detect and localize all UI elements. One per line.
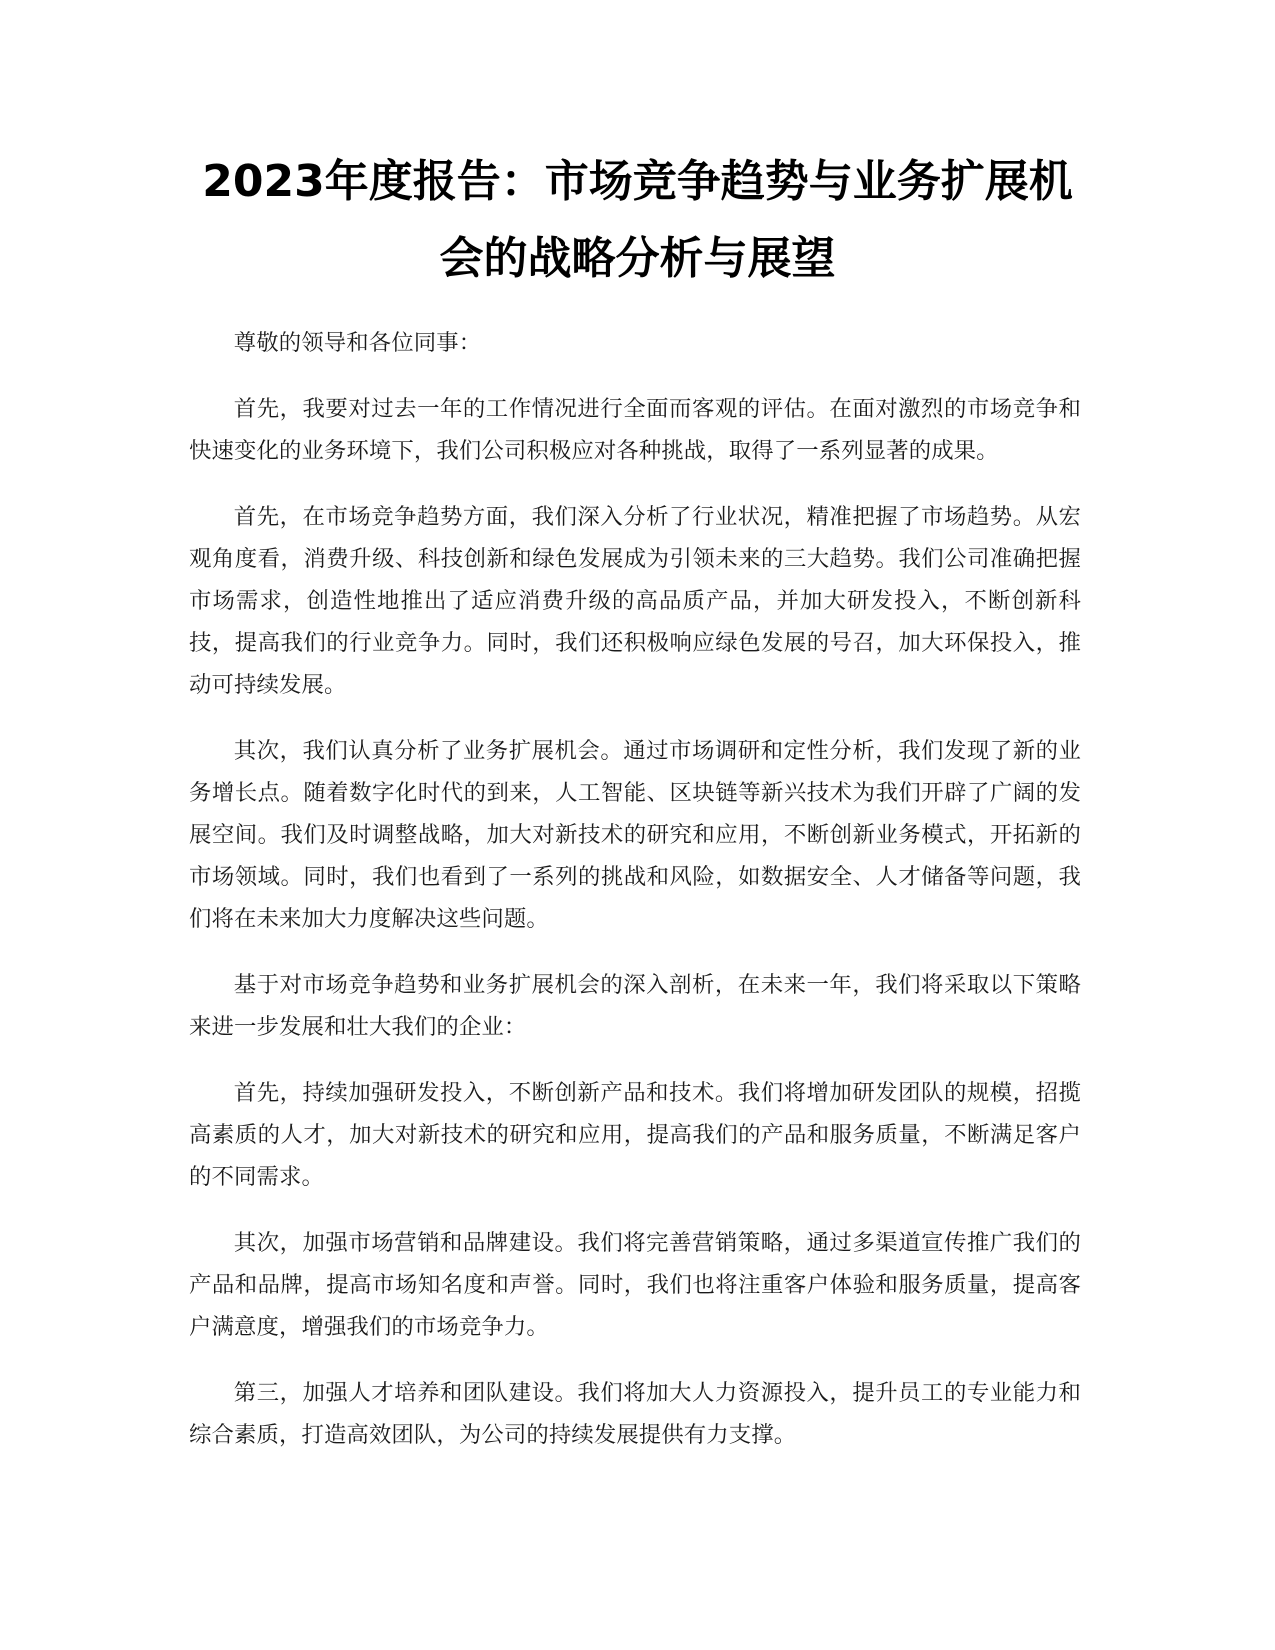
paragraph-market-trends: 首先，在市场竞争趋势方面，我们深入分析了行业状况，精准把握了市场趋势。从宏观角度看，消费升级、科技创新和绿色发展成为引领未来的三大趋势。我们公司准确把握市场需求，创造性地推出了适应消费升级的高品质产品，并加大研发投入，不断创新科技，提高我们的行业竞争力。同时，我们还积极响应绿色发展的号召，加大环保投入，推动可持续发展。 <box>189 504 1081 698</box>
paragraph-business-expansion: 其次，我们认真分析了业务扩展机会。通过市场调研和定性分析，我们发现了新的业务增长点。随着数字化时代的到来，人工智能、区块链等新兴技术为我们开辟了广阔的发展空间。我们及时调整战略，加大对新技术的研究和应用，不断创新业务模式，开拓新的市场领域。同时，我们也看到了一系列的挑战和风险，如数据安全、人才储备等问题，我们将在未来加大力度解决这些问题。 <box>189 738 1081 932</box>
title-line-1: 2023年度报告：市场竞争趋势与业务扩展机 <box>202 156 1073 207</box>
paragraph-review: 首先，我要对过去一年的工作情况进行全面而客观的评估。在面对激烈的市场竞争和快速变化的业务环境下，我们公司积极应对各种挑战，取得了一系列显著的成果。 <box>189 396 1081 464</box>
paragraph-strategy-intro: 基于对市场竞争趋势和业务扩展机会的深入剖析，在未来一年，我们将采取以下策略来进一步发展和壮大我们的企业： <box>189 972 1081 1040</box>
document-body <box>189 322 1081 1456</box>
paragraph-strategy-talent: 第三，加强人才培养和团队建设。我们将加大人力资源投入，提升员工的专业能力和综合素质，打造高效团队，为公司的持续发展提供有力支撑。 <box>189 1380 1081 1448</box>
title-line-2: 会的战略分析与展望 <box>439 233 836 284</box>
paragraph-strategy-rnd: 首先，持续加强研发投入，不断创新产品和技术。我们将增加研发团队的规模，招揽高素质的人才，加大对新技术的研究和应用，提高我们的产品和服务质量，不断满足客户的不同需求。 <box>189 1080 1081 1190</box>
paragraph-strategy-marketing: 其次，加强市场营销和品牌建设。我们将完善营销策略，通过多渠道宣传推广我们的产品和品牌，提高市场知名度和声誉。同时，我们也将注重客户体验和服务质量，提高客户满意度，增强我们的市场竞争力。 <box>189 1230 1081 1340</box>
document-title <box>150 143 1125 297</box>
salutation: 尊敬的领导和各位同事： <box>233 330 482 356</box>
